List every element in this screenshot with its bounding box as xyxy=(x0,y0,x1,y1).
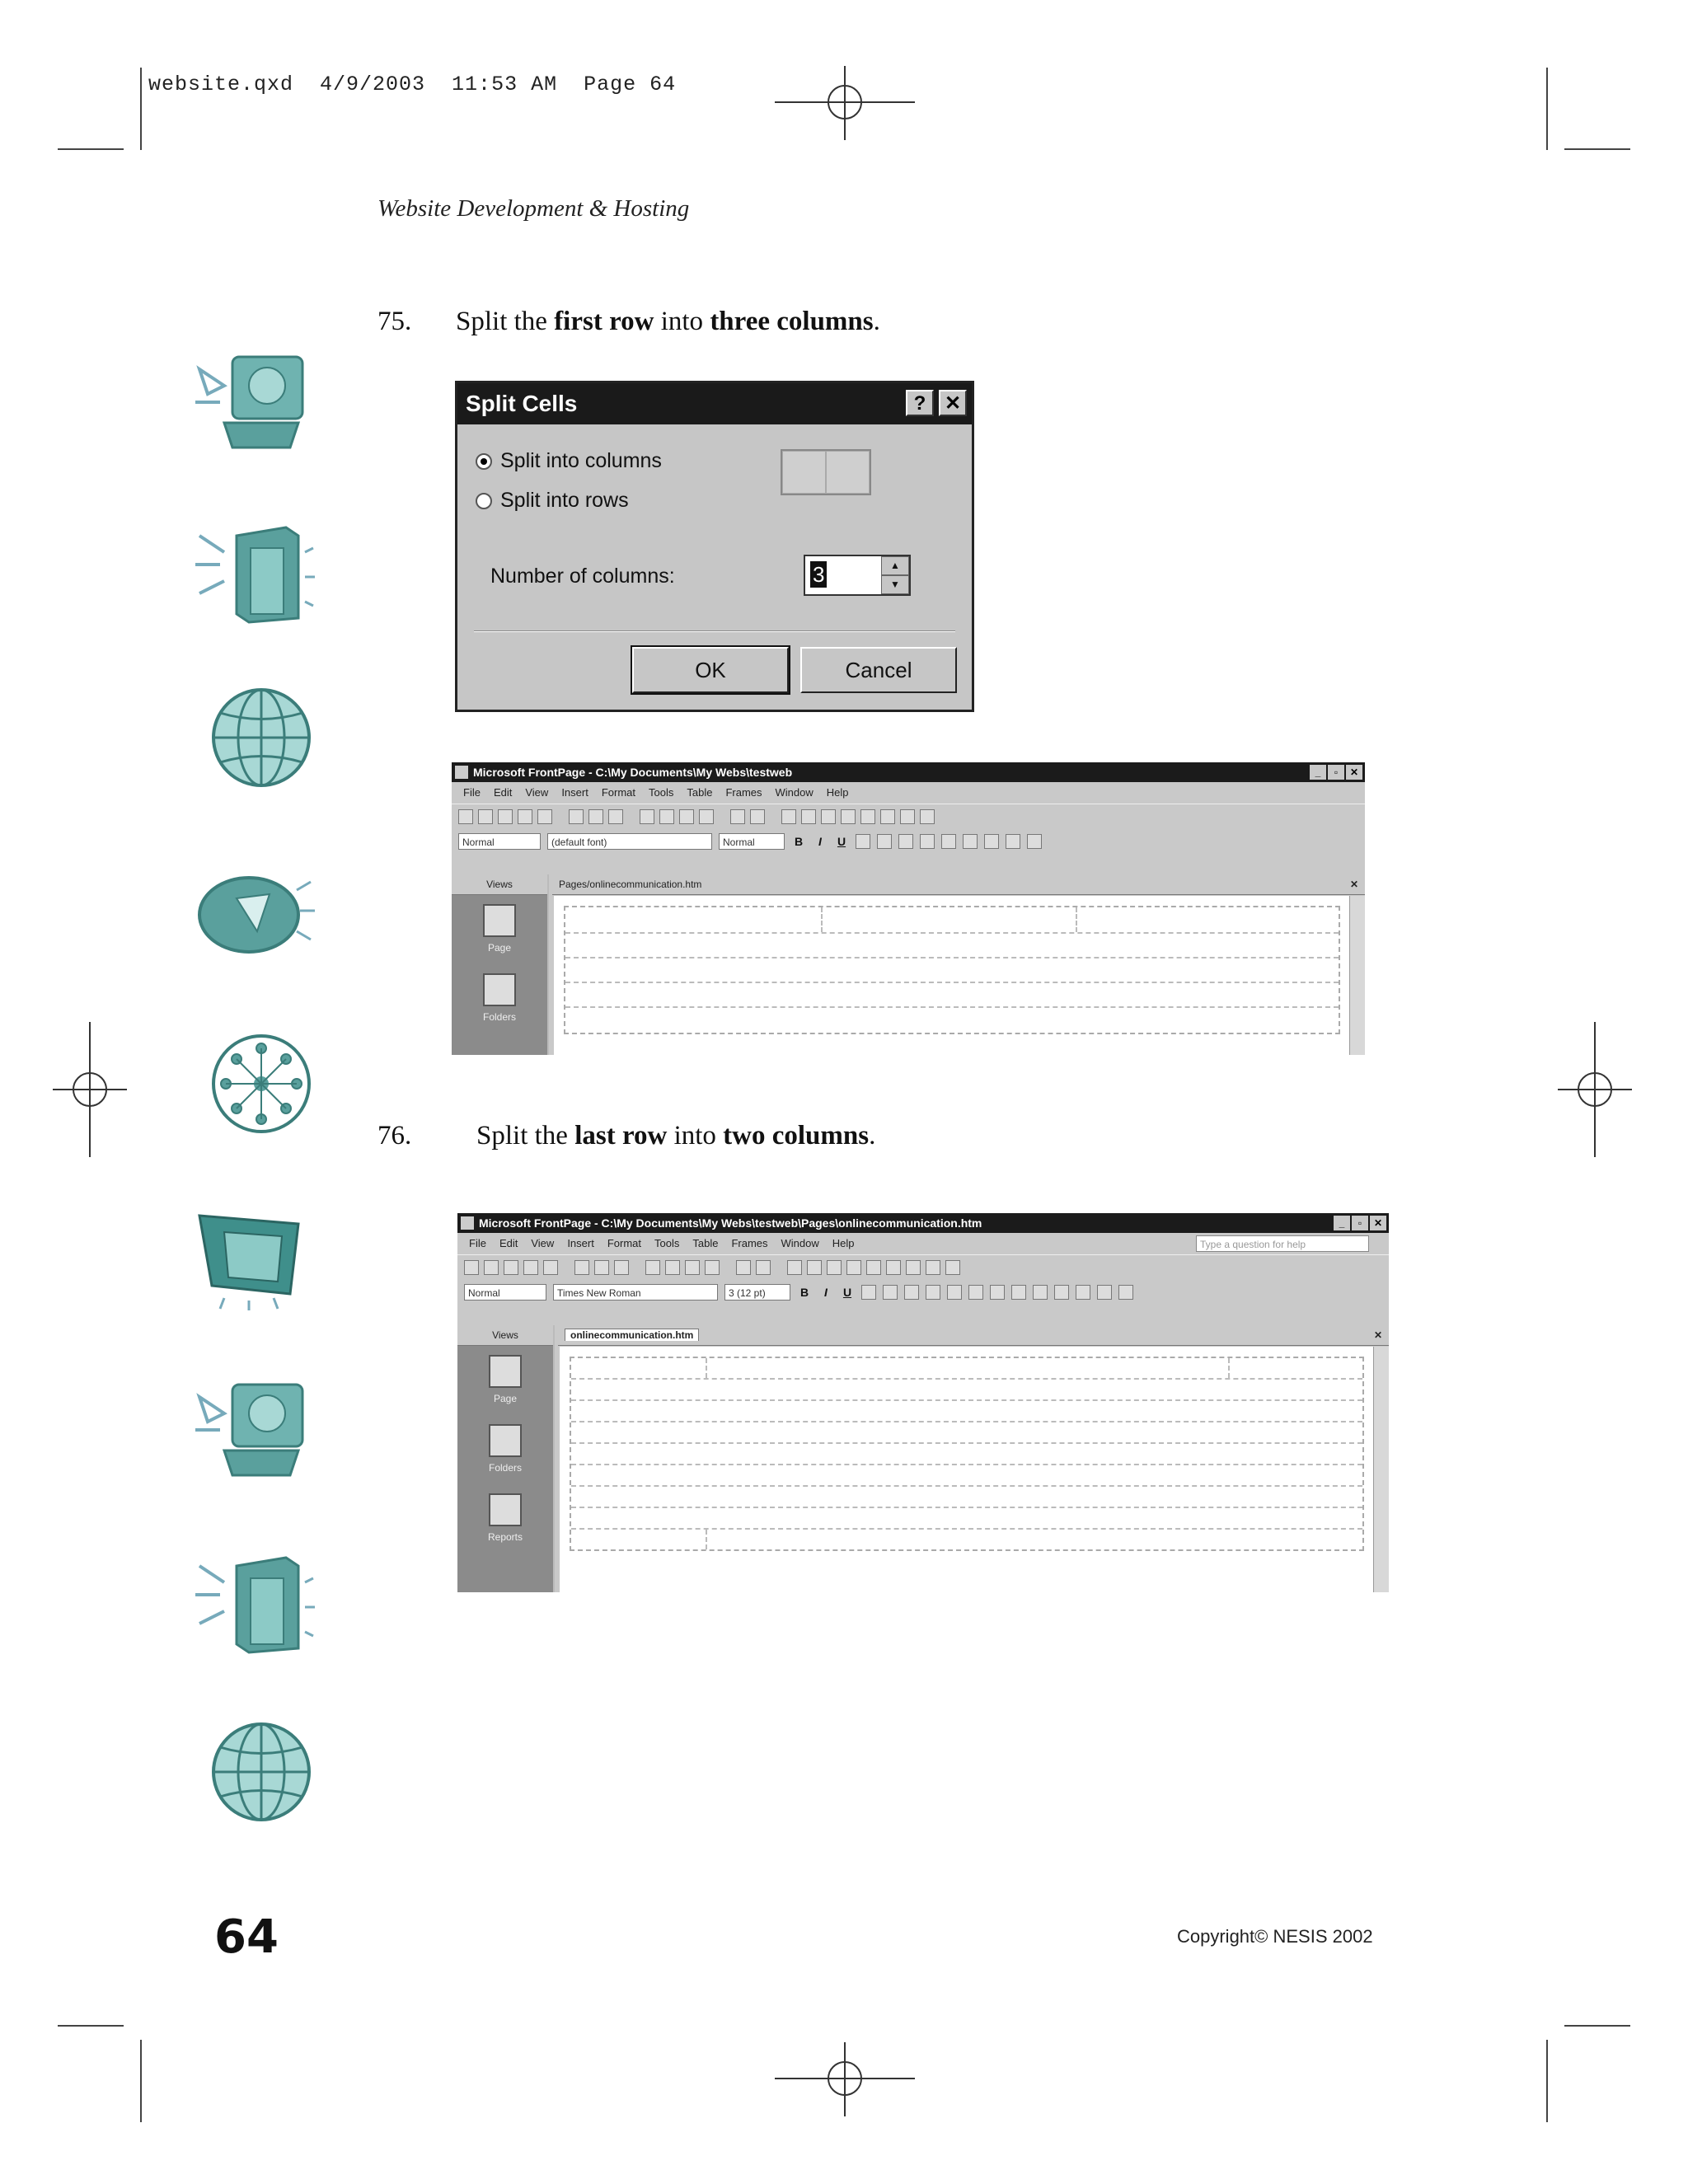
bold-icon[interactable]: B xyxy=(794,835,804,848)
window-title: Microsoft FrontPage - C:\My Documents\My Webs\testweb\Pages\onlinecommunication.htm xyxy=(479,1216,982,1230)
menu-window[interactable]: Window xyxy=(781,1237,819,1249)
radio-empty-icon[interactable] xyxy=(476,493,492,509)
cell-divider xyxy=(821,907,823,932)
table-row[interactable] xyxy=(571,1401,1362,1422)
table-row[interactable] xyxy=(565,907,1339,934)
print-icon[interactable] xyxy=(569,809,584,824)
menu-bar xyxy=(457,1233,1389,1254)
italic-icon[interactable]: I xyxy=(824,1286,828,1299)
menu-table[interactable]: Table xyxy=(692,1237,719,1249)
window-title: Microsoft FrontPage - C:\My Documents\My Webs\testweb xyxy=(473,766,793,779)
dialog-separator xyxy=(474,630,955,632)
frontpage-logo-icon xyxy=(461,1216,474,1230)
menu-edit[interactable]: Edit xyxy=(499,1237,518,1249)
bullets-icon[interactable] xyxy=(941,834,956,849)
step-text: Split the first row into three columns. xyxy=(456,307,880,336)
number-columns-label: Number of columns: xyxy=(490,565,675,588)
menu-file[interactable]: File xyxy=(469,1237,486,1249)
view-reports-label: Reports xyxy=(487,1531,523,1543)
insert-table-icon[interactable] xyxy=(801,809,816,824)
view-folders[interactable] xyxy=(457,1424,553,1474)
style-combo[interactable]: Normal xyxy=(458,833,541,850)
frontpage-logo-icon xyxy=(455,766,468,779)
view-folders-label: Folders xyxy=(482,1011,516,1023)
menu-bar xyxy=(452,782,1365,804)
align-left-icon[interactable] xyxy=(856,834,870,849)
style-combo[interactable]: Normal xyxy=(464,1284,546,1301)
document-tab-label: onlinecommunication.htm xyxy=(565,1329,699,1341)
menu-file[interactable]: File xyxy=(463,786,481,799)
cancel-button[interactable]: Cancel xyxy=(800,647,957,693)
radio-selected-icon[interactable] xyxy=(476,453,492,470)
new-page-icon[interactable] xyxy=(464,1260,479,1275)
split-columns-option[interactable] xyxy=(476,449,662,473)
increase-font-icon[interactable] xyxy=(947,1285,962,1300)
window-title-bar xyxy=(452,762,1365,782)
bullets-icon[interactable] xyxy=(1011,1285,1026,1300)
page-editor[interactable] xyxy=(560,1347,1374,1592)
standard-toolbar xyxy=(452,804,1365,829)
views-header: Views xyxy=(452,874,547,895)
view-folders[interactable] xyxy=(452,973,547,1023)
copy-icon[interactable] xyxy=(665,1260,680,1275)
split-columns-label: Split into columns xyxy=(500,449,662,472)
menu-table[interactable]: Table xyxy=(687,786,713,799)
dialog-title-bar xyxy=(457,383,972,424)
preview-icon[interactable] xyxy=(588,809,603,824)
redo-icon[interactable] xyxy=(756,1260,771,1275)
print-icon[interactable] xyxy=(574,1260,589,1275)
registration-mark-right xyxy=(1558,1022,1632,1157)
undo-icon[interactable] xyxy=(736,1260,751,1275)
menu-frames[interactable]: Frames xyxy=(731,1237,768,1249)
font-color-icon[interactable] xyxy=(1027,834,1042,849)
hyperlink-icon[interactable] xyxy=(866,1260,881,1275)
align-center-icon[interactable] xyxy=(877,834,892,849)
views-bar xyxy=(457,1325,555,1592)
stop-icon[interactable] xyxy=(880,809,895,824)
folders-view-icon[interactable] xyxy=(483,973,516,1006)
table-row[interactable] xyxy=(571,1380,1362,1401)
views-header: Views xyxy=(457,1325,553,1346)
vertical-scrollbar[interactable] xyxy=(1373,1347,1389,1592)
step-text: Split the last row into two columns. xyxy=(476,1121,876,1151)
cut-icon[interactable] xyxy=(645,1260,660,1275)
dialog-title: Split Cells xyxy=(466,391,578,416)
format-painter-icon[interactable] xyxy=(705,1260,720,1275)
menu-tools[interactable]: Tools xyxy=(649,786,674,799)
page-view-icon[interactable] xyxy=(483,904,516,937)
split-rows-option[interactable] xyxy=(476,489,629,513)
server-tower-icon xyxy=(191,519,315,626)
table-row[interactable] xyxy=(571,1444,1362,1465)
copy-icon[interactable] xyxy=(659,809,674,824)
size-combo[interactable]: 3 (12 pt) xyxy=(724,1284,790,1301)
format-painter-icon[interactable] xyxy=(699,809,714,824)
increase-indent-icon[interactable] xyxy=(984,834,999,849)
cell-divider xyxy=(706,1358,707,1378)
step-76 xyxy=(377,1121,954,1157)
font-combo[interactable]: Times New Roman xyxy=(553,1284,718,1301)
view-page[interactable] xyxy=(452,904,547,954)
formatting-toolbar xyxy=(457,1280,1389,1305)
drawing-icon[interactable] xyxy=(846,1260,861,1275)
menu-insert[interactable]: Insert xyxy=(561,786,588,799)
border-icon[interactable] xyxy=(1076,1285,1090,1300)
mouse-icon xyxy=(191,857,315,964)
menu-frames[interactable]: Frames xyxy=(725,786,762,799)
insert-table-icon[interactable] xyxy=(807,1260,822,1275)
registration-mark-top xyxy=(775,66,915,140)
formatting-toolbar xyxy=(452,829,1365,854)
frontpage-window-2 xyxy=(457,1213,1389,1592)
menu-help[interactable]: Help xyxy=(826,786,849,799)
align-left-icon[interactable] xyxy=(861,1285,876,1300)
insert-component-icon[interactable] xyxy=(781,809,796,824)
view-page[interactable] xyxy=(457,1355,553,1404)
view-folders-label: Folders xyxy=(488,1462,522,1474)
table-row[interactable] xyxy=(571,1422,1362,1444)
paste-icon[interactable] xyxy=(679,809,694,824)
step-75 xyxy=(377,307,954,343)
new-page-icon[interactable] xyxy=(458,809,473,824)
show-all-icon[interactable] xyxy=(926,1260,940,1275)
menu-format[interactable]: Format xyxy=(607,1237,641,1249)
help-question-box[interactable]: Type a question for help xyxy=(1196,1235,1369,1252)
close-button[interactable]: ✕ xyxy=(939,390,967,416)
refresh-icon[interactable] xyxy=(886,1260,901,1275)
server-tower-icon xyxy=(191,1549,315,1657)
split-cells-dialog xyxy=(455,381,974,712)
table-row[interactable] xyxy=(571,1508,1362,1530)
slug-line: website.qxd 4/9/2003 11:53 AM Page 64 xyxy=(148,73,677,96)
italic-icon[interactable]: I xyxy=(818,835,822,848)
folder-list-icon[interactable] xyxy=(537,809,552,824)
view-page-label: Page xyxy=(493,1393,518,1404)
window-title-bar xyxy=(457,1213,1389,1233)
insert-picture-icon[interactable] xyxy=(827,1260,842,1275)
computer-icon xyxy=(191,344,315,452)
vertical-scrollbar[interactable] xyxy=(1349,896,1365,1055)
registration-mark-left xyxy=(53,1022,127,1157)
page-number: 64 xyxy=(214,1910,279,1964)
folder-list-icon[interactable] xyxy=(543,1260,558,1275)
underline-icon[interactable]: U xyxy=(842,1286,852,1299)
minimize-icon[interactable]: _ xyxy=(1334,1216,1350,1230)
menu-help[interactable]: Help xyxy=(832,1237,855,1249)
restore-icon[interactable]: ▫ xyxy=(1352,1216,1368,1230)
computer-icon xyxy=(191,1372,315,1479)
spelling-icon[interactable] xyxy=(614,1260,629,1275)
spin-up-icon[interactable]: ▲ xyxy=(881,556,909,575)
table-row[interactable] xyxy=(571,1358,1362,1380)
cell-divider xyxy=(1076,907,1077,932)
stop-icon[interactable] xyxy=(906,1260,921,1275)
menu-view[interactable]: View xyxy=(531,1237,555,1249)
insert-picture-icon[interactable] xyxy=(821,809,836,824)
help-icon[interactable] xyxy=(920,809,935,824)
highlight-icon[interactable] xyxy=(1006,834,1020,849)
table-row[interactable] xyxy=(571,1465,1362,1487)
align-right-icon[interactable] xyxy=(904,1285,919,1300)
view-page-label: Page xyxy=(487,942,512,954)
decrease-font-icon[interactable] xyxy=(968,1285,983,1300)
numbering-icon[interactable] xyxy=(990,1285,1005,1300)
cell-divider xyxy=(1228,1358,1230,1378)
align-center-icon[interactable] xyxy=(883,1285,898,1300)
refresh-icon[interactable] xyxy=(860,809,875,824)
publish-icon[interactable] xyxy=(523,1260,538,1275)
close-document-icon[interactable]: ✕ xyxy=(1373,1329,1382,1341)
decrease-indent-icon[interactable] xyxy=(1033,1285,1048,1300)
underline-icon[interactable]: U xyxy=(837,835,846,848)
step-number: 76. xyxy=(377,1121,412,1151)
frontpage-window-1 xyxy=(452,762,1365,1055)
table-row[interactable] xyxy=(571,1487,1362,1508)
spin-down-icon[interactable]: ▼ xyxy=(881,575,909,594)
help-button[interactable]: ? xyxy=(906,390,934,416)
copyright: Copyright© NESIS 2002 xyxy=(1177,1926,1373,1947)
spelling-icon[interactable] xyxy=(608,809,623,824)
reports-view-icon[interactable] xyxy=(489,1493,522,1526)
page-editor[interactable] xyxy=(554,896,1350,1055)
menu-window[interactable]: Window xyxy=(775,786,814,799)
justify-icon[interactable] xyxy=(926,1285,940,1300)
undo-icon[interactable] xyxy=(730,809,745,824)
menu-tools[interactable]: Tools xyxy=(654,1237,680,1249)
registration-mark-bottom xyxy=(775,2042,915,2116)
step-number: 75. xyxy=(377,307,412,336)
open-icon[interactable] xyxy=(484,1260,499,1275)
font-combo[interactable]: (default font) xyxy=(547,833,712,850)
help-icon[interactable] xyxy=(945,1260,960,1275)
show-all-icon[interactable] xyxy=(900,809,915,824)
cell-divider xyxy=(706,1530,707,1549)
columns-preview xyxy=(781,449,871,495)
paste-icon[interactable] xyxy=(685,1260,700,1275)
decrease-indent-icon[interactable] xyxy=(963,834,978,849)
document-tab[interactable] xyxy=(558,1325,1389,1346)
table-row[interactable] xyxy=(565,1008,1339,1033)
minimize-icon[interactable]: _ xyxy=(1310,765,1326,780)
align-right-icon[interactable] xyxy=(898,834,913,849)
network-icon xyxy=(191,1030,315,1137)
close-document-icon[interactable]: ✕ xyxy=(1349,879,1358,890)
preview-icon[interactable] xyxy=(594,1260,609,1275)
menu-edit[interactable]: Edit xyxy=(493,786,513,799)
table-row[interactable] xyxy=(565,958,1339,983)
save-icon[interactable] xyxy=(498,809,513,824)
page-view-icon[interactable] xyxy=(489,1355,522,1388)
font-color-icon[interactable] xyxy=(1118,1285,1133,1300)
workspace xyxy=(457,1325,1389,1592)
bold-icon[interactable]: B xyxy=(799,1286,809,1299)
insert-component-icon[interactable] xyxy=(787,1260,802,1275)
table-2[interactable] xyxy=(570,1357,1364,1551)
restore-icon[interactable]: ▫ xyxy=(1328,765,1344,780)
views-bar xyxy=(452,874,549,1055)
menu-view[interactable]: View xyxy=(525,786,549,799)
hyperlink-icon[interactable] xyxy=(841,809,856,824)
size-combo[interactable]: Normal xyxy=(719,833,785,850)
close-icon[interactable]: ✕ xyxy=(1346,765,1362,780)
document-tab[interactable] xyxy=(552,874,1365,895)
ok-button[interactable]: OK xyxy=(632,647,789,693)
menu-insert[interactable]: Insert xyxy=(567,1237,594,1249)
split-rows-label: Split into rows xyxy=(500,489,629,512)
table-row[interactable] xyxy=(565,983,1339,1008)
increase-indent-icon[interactable] xyxy=(1054,1285,1069,1300)
document-tab-label: Pages/onlinecommunication.htm xyxy=(559,879,702,890)
running-head: Website Development & Hosting xyxy=(377,195,690,222)
document-area xyxy=(552,874,1365,1055)
table-row[interactable] xyxy=(571,1530,1362,1549)
close-icon[interactable]: ✕ xyxy=(1370,1216,1386,1230)
open-icon[interactable] xyxy=(478,809,493,824)
folders-view-icon[interactable] xyxy=(489,1424,522,1457)
globe-icon xyxy=(191,1718,315,1825)
highlight-icon[interactable] xyxy=(1097,1285,1112,1300)
table-row[interactable] xyxy=(565,934,1339,958)
standard-toolbar xyxy=(457,1254,1389,1280)
table-1[interactable] xyxy=(564,906,1340,1034)
number-columns-value[interactable]: 3 xyxy=(810,561,827,588)
document-area xyxy=(558,1325,1389,1592)
redo-icon[interactable] xyxy=(750,809,765,824)
globe-icon xyxy=(191,684,315,791)
number-columns-spinner[interactable] xyxy=(804,555,911,596)
view-reports[interactable] xyxy=(457,1493,553,1543)
menu-format[interactable]: Format xyxy=(601,786,635,799)
cut-icon[interactable] xyxy=(640,809,654,824)
folder-icon xyxy=(191,1203,315,1310)
numbering-icon[interactable] xyxy=(920,834,935,849)
save-icon[interactable] xyxy=(504,1260,518,1275)
workspace xyxy=(452,874,1365,1055)
publish-icon[interactable] xyxy=(518,809,532,824)
